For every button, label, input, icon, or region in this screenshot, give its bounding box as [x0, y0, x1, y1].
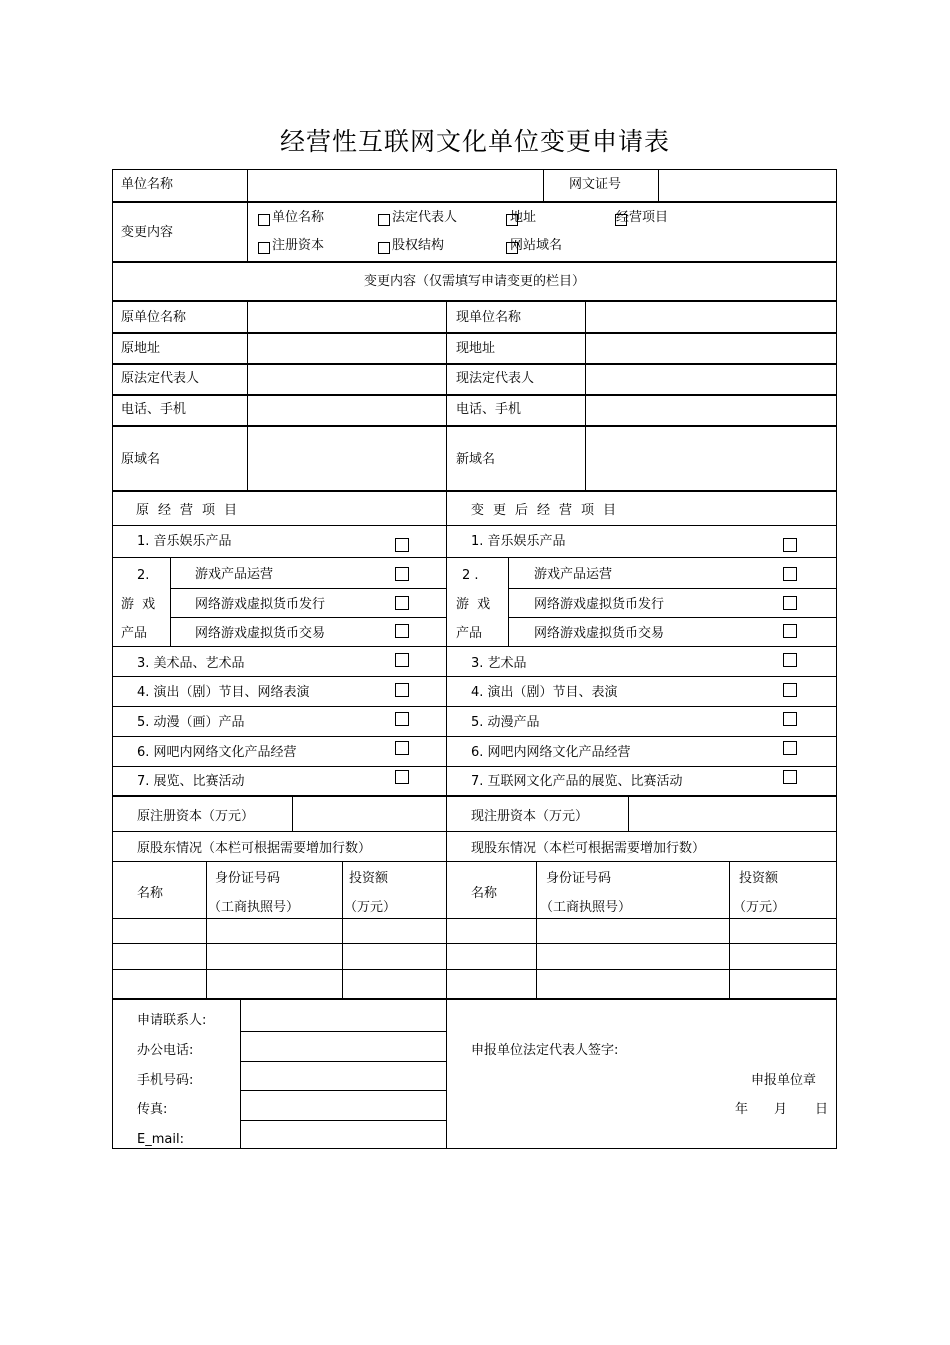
- old-unit-name-field[interactable]: [249, 303, 445, 331]
- mobile-label: 手机号码:: [137, 1073, 194, 1088]
- table-rule: [112, 766, 837, 767]
- old-item-netcafe-checkbox[interactable]: [395, 741, 409, 755]
- old-item-art-label: 3. 美术品、艺术品: [137, 656, 245, 671]
- old-item-art-checkbox[interactable]: [395, 653, 409, 667]
- table-rule: [112, 795, 837, 797]
- old-item-music-checkbox[interactable]: [395, 538, 409, 552]
- table-rule: [240, 998, 241, 1149]
- new-game-currency-trade-label: 网络游戏虚拟货币交易: [534, 626, 665, 641]
- new-phone-field[interactable]: [587, 396, 835, 424]
- table-rule: [658, 169, 659, 202]
- option-unit-name-checkbox[interactable]: [258, 214, 270, 226]
- new-game-currency-trade-checkbox[interactable]: [783, 624, 797, 638]
- table-rule: [112, 425, 837, 427]
- table-rule: [112, 706, 837, 707]
- fax-label: 传真:: [137, 1102, 168, 1117]
- new-legal-rep-label: 现法定代表人: [456, 371, 535, 386]
- unit-name-label: 单位名称: [121, 177, 174, 192]
- old-game-currency-trade-checkbox[interactable]: [395, 624, 409, 638]
- old-col-investment-sub: （万元）: [344, 900, 397, 915]
- option-business-label: 经营项目: [616, 210, 669, 225]
- table-rule: [585, 300, 586, 491]
- old-unit-name-label: 原单位名称: [121, 310, 187, 325]
- license-number-label: 网文证号: [569, 177, 622, 192]
- new-unit-name-field[interactable]: [587, 303, 835, 331]
- table-rule: [446, 998, 447, 1149]
- old-item-exhibition-label: 7. 展览、比赛活动: [137, 774, 245, 789]
- old-game-currency-issue-checkbox[interactable]: [395, 596, 409, 610]
- new-col-id: 身份证号码: [546, 871, 612, 886]
- old-game-number: 2.: [137, 568, 150, 583]
- old-game-currency-issue-label: 网络游戏虚拟货币发行: [195, 597, 326, 612]
- old-item-performance-label: 4. 演出（剧）节目、网络表演: [137, 685, 310, 700]
- option-address-label: 地址: [510, 210, 537, 225]
- new-game-operation-label: 游戏产品运营: [534, 567, 613, 582]
- old-item-netcafe-label: 6. 网吧内网络文化产品经营: [137, 745, 297, 760]
- seal-label: 申报单位章: [751, 1073, 817, 1088]
- option-equity-label: 股权结构: [392, 238, 445, 253]
- old-col-id-sub: （工商执照号）: [208, 900, 300, 915]
- office-phone-field[interactable]: [242, 1032, 445, 1060]
- old-legal-rep-label: 原法定代表人: [121, 371, 200, 386]
- old-item-music-label: 1. 音乐娱乐产品: [137, 534, 232, 549]
- option-domain-checkbox[interactable]: [506, 242, 518, 254]
- old-game-operation-checkbox[interactable]: [395, 567, 409, 581]
- table-rule: [292, 795, 293, 832]
- year-label: 年: [735, 1102, 749, 1117]
- old-game-currency-trade-label: 网络游戏虚拟货币交易: [195, 626, 326, 641]
- new-item-netcafe-label: 6. 网吧内网络文化产品经营: [471, 745, 631, 760]
- table-rule: [112, 490, 837, 492]
- old-col-name: 名称: [137, 886, 164, 901]
- old-game-label-1: 游 戏: [121, 597, 158, 612]
- new-domain-field[interactable]: [587, 428, 835, 489]
- old-domain-label: 原域名: [121, 452, 161, 467]
- new-item-netcafe-checkbox[interactable]: [783, 741, 797, 755]
- new-address-field[interactable]: [587, 334, 835, 362]
- table-rule: [508, 617, 837, 618]
- signature-label: 申报单位法定代表人签字:: [471, 1043, 619, 1058]
- shareholder-row[interactable]: [113, 919, 836, 943]
- new-game-label-1: 游 戏: [456, 597, 493, 612]
- table-border-left: [112, 169, 113, 1149]
- email-field[interactable]: [242, 1121, 445, 1147]
- option-equity-checkbox[interactable]: [378, 242, 390, 254]
- old-game-operation-label: 游戏产品运营: [195, 567, 274, 582]
- table-rule: [508, 557, 509, 647]
- old-capital-label: 原注册资本（万元）: [137, 809, 255, 824]
- new-item-performance-checkbox[interactable]: [783, 683, 797, 697]
- table-rule: [112, 525, 837, 526]
- new-col-name: 名称: [471, 886, 498, 901]
- new-shareholders-title: 现股东情况（本栏可根据需要增加行数）: [471, 841, 706, 856]
- option-business-checkbox[interactable]: [615, 214, 627, 226]
- shareholder-row[interactable]: [113, 970, 836, 998]
- new-item-animation-label: 5. 动漫产品: [471, 715, 540, 730]
- new-item-exhibition-checkbox[interactable]: [783, 770, 797, 784]
- old-address-label: 原地址: [121, 341, 161, 356]
- change-section-title: 变更内容（仅需填写申请变更的栏目）: [363, 274, 585, 289]
- new-unit-name-label: 现单位名称: [456, 310, 522, 325]
- email-label: E_mail:: [137, 1132, 184, 1147]
- table-rule: [112, 201, 837, 203]
- shareholder-row[interactable]: [113, 944, 836, 969]
- old-col-id: 身份证号码: [215, 871, 281, 886]
- license-number-field[interactable]: [660, 171, 835, 201]
- table-rule: [112, 736, 837, 737]
- new-item-animation-checkbox[interactable]: [783, 712, 797, 726]
- option-capital-label: 注册资本: [272, 238, 325, 253]
- old-capital-field[interactable]: [294, 798, 445, 830]
- old-business-header: 原经营项目: [136, 503, 247, 518]
- change-content-label: 变更内容: [121, 225, 174, 240]
- old-item-animation-label: 5. 动漫（画）产品: [137, 715, 245, 730]
- new-legal-rep-field[interactable]: [587, 365, 835, 393]
- new-capital-field[interactable]: [630, 798, 835, 830]
- office-phone-label: 办公电话:: [137, 1043, 194, 1058]
- table-rule: [170, 617, 446, 618]
- new-item-art-checkbox[interactable]: [783, 653, 797, 667]
- table-rule: [543, 169, 544, 202]
- old-legal-rep-field[interactable]: [249, 365, 445, 393]
- table-rule: [112, 261, 837, 263]
- table-rule: [112, 300, 837, 302]
- table-rule: [508, 588, 837, 589]
- old-col-investment: 投资额: [349, 871, 389, 886]
- old-item-exhibition-checkbox[interactable]: [395, 770, 409, 784]
- old-game-label-2: 产品: [121, 626, 148, 641]
- old-domain-field[interactable]: [249, 428, 445, 489]
- old-phone-label: 电话、手机: [121, 402, 187, 417]
- new-business-header: 变更后经营项目: [471, 503, 626, 518]
- table-rule: [170, 588, 446, 589]
- new-game-currency-issue-checkbox[interactable]: [783, 596, 797, 610]
- table-rule: [112, 831, 837, 832]
- new-capital-label: 现注册资本（万元）: [471, 809, 589, 824]
- new-game-currency-issue-label: 网络游戏虚拟货币发行: [534, 597, 665, 612]
- table-rule: [628, 795, 629, 832]
- new-item-art-label: 3. 艺术品: [471, 656, 527, 671]
- new-col-investment: 投资额: [739, 871, 779, 886]
- applicant-label: 申请联系人:: [137, 1013, 207, 1028]
- table-rule: [112, 169, 837, 170]
- option-domain-label: 网站域名: [510, 238, 563, 253]
- option-capital-checkbox[interactable]: [258, 242, 270, 254]
- new-phone-label: 电话、手机: [456, 402, 522, 417]
- old-item-animation-checkbox[interactable]: [395, 712, 409, 726]
- new-item-performance-label: 4. 演出（剧）节目、表演: [471, 685, 618, 700]
- option-unit-name-label: 单位名称: [272, 210, 325, 225]
- day-label: 日: [815, 1102, 829, 1117]
- table-rule: [112, 676, 837, 677]
- form-title: 经营性互联网文化单位变更申请表: [279, 127, 670, 156]
- option-address-checkbox[interactable]: [506, 214, 518, 226]
- table-rule: [247, 169, 248, 262]
- table-rule: [112, 646, 837, 647]
- option-legal-rep-checkbox[interactable]: [378, 214, 390, 226]
- old-shareholders-title: 原股东情况（本栏可根据需要增加行数）: [137, 841, 372, 856]
- table-rule: [112, 557, 837, 558]
- table-rule: [247, 300, 248, 491]
- new-game-label-2: 产品: [456, 626, 483, 641]
- new-item-music-label: 1. 音乐娱乐产品: [471, 534, 566, 549]
- applicant-field[interactable]: [242, 1001, 445, 1030]
- new-game-number: 2 .: [462, 568, 479, 583]
- table-border-right: [836, 169, 837, 1149]
- month-label: 月: [774, 1102, 788, 1117]
- old-phone-field[interactable]: [249, 396, 445, 424]
- unit-name-field[interactable]: [249, 171, 542, 201]
- new-domain-label: 新域名: [456, 452, 496, 467]
- old-address-field[interactable]: [249, 334, 445, 362]
- fax-field[interactable]: [242, 1091, 445, 1119]
- old-item-performance-checkbox[interactable]: [395, 683, 409, 697]
- option-legal-rep-label: 法定代表人: [392, 210, 458, 225]
- new-address-label: 现地址: [456, 341, 496, 356]
- table-rule: [112, 1148, 837, 1149]
- new-game-operation-checkbox[interactable]: [783, 567, 797, 581]
- new-item-exhibition-label: 7. 互联网文化产品的展览、比赛活动: [471, 774, 683, 789]
- table-rule: [446, 300, 447, 999]
- table-rule: [170, 557, 171, 647]
- new-col-investment-sub: （万元）: [733, 900, 786, 915]
- new-col-id-sub: （工商执照号）: [540, 900, 632, 915]
- new-item-music-checkbox[interactable]: [783, 538, 797, 552]
- mobile-field[interactable]: [242, 1062, 445, 1089]
